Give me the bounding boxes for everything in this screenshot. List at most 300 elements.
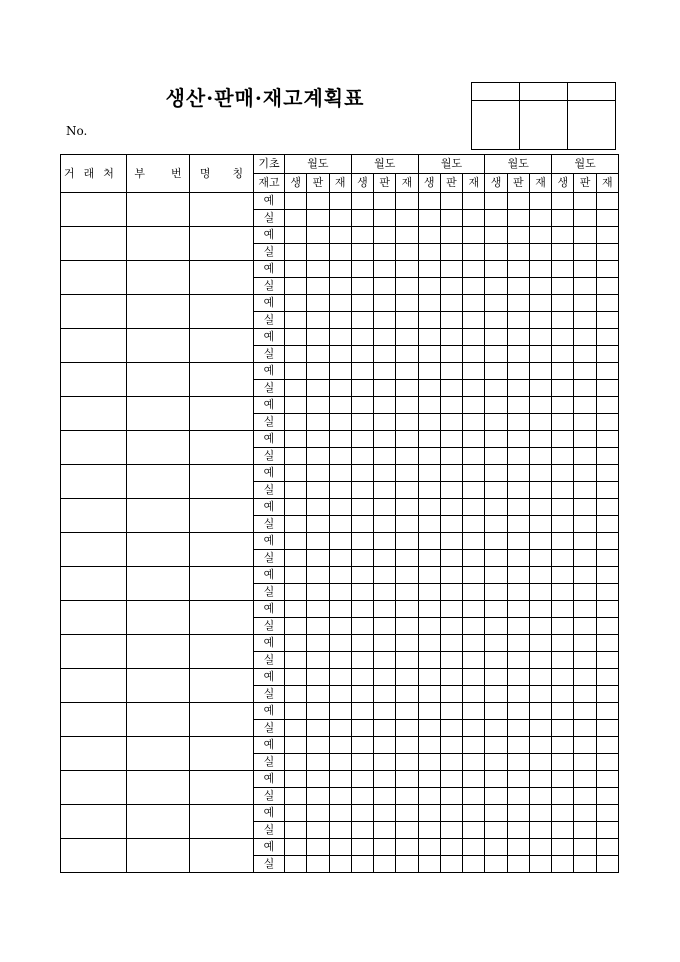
value-cell[interactable] [574, 210, 596, 227]
name-cell[interactable] [190, 635, 254, 669]
name-cell[interactable] [190, 499, 254, 533]
value-cell[interactable] [507, 703, 529, 720]
value-cell[interactable] [574, 652, 596, 669]
value-cell[interactable] [529, 737, 551, 754]
value-cell[interactable] [285, 618, 307, 635]
value-cell[interactable] [507, 754, 529, 771]
value-cell[interactable] [552, 737, 574, 754]
client-cell[interactable] [61, 329, 127, 363]
client-cell[interactable] [61, 703, 127, 737]
value-cell[interactable] [418, 771, 440, 788]
value-cell[interactable] [485, 771, 507, 788]
value-cell[interactable] [351, 346, 373, 363]
client-cell[interactable] [61, 839, 127, 873]
value-cell[interactable] [329, 363, 351, 380]
value-cell[interactable] [396, 193, 418, 210]
value-cell[interactable] [552, 244, 574, 261]
client-cell[interactable] [61, 363, 127, 397]
value-cell[interactable] [574, 380, 596, 397]
client-cell[interactable] [61, 771, 127, 805]
value-cell[interactable] [552, 397, 574, 414]
value-cell[interactable] [285, 567, 307, 584]
value-cell[interactable] [507, 618, 529, 635]
value-cell[interactable] [463, 329, 485, 346]
value-cell[interactable] [463, 856, 485, 873]
client-cell[interactable] [61, 261, 127, 295]
value-cell[interactable] [374, 584, 396, 601]
value-cell[interactable] [418, 261, 440, 278]
value-cell[interactable] [552, 448, 574, 465]
value-cell[interactable] [396, 567, 418, 584]
value-cell[interactable] [440, 839, 462, 856]
value-cell[interactable] [552, 822, 574, 839]
value-cell[interactable] [307, 584, 329, 601]
value-cell[interactable] [307, 720, 329, 737]
value-cell[interactable] [351, 839, 373, 856]
value-cell[interactable] [396, 312, 418, 329]
value-cell[interactable] [418, 397, 440, 414]
value-cell[interactable] [529, 312, 551, 329]
value-cell[interactable] [329, 414, 351, 431]
value-cell[interactable] [574, 737, 596, 754]
value-cell[interactable] [440, 754, 462, 771]
value-cell[interactable] [396, 499, 418, 516]
value-cell[interactable] [507, 839, 529, 856]
value-cell[interactable] [485, 788, 507, 805]
value-cell[interactable] [507, 601, 529, 618]
value-cell[interactable] [596, 567, 618, 584]
value-cell[interactable] [396, 737, 418, 754]
value-cell[interactable] [440, 312, 462, 329]
value-cell[interactable] [396, 754, 418, 771]
value-cell[interactable] [463, 720, 485, 737]
value-cell[interactable] [440, 856, 462, 873]
value-cell[interactable] [552, 856, 574, 873]
value-cell[interactable] [552, 414, 574, 431]
value-cell[interactable] [529, 618, 551, 635]
value-cell[interactable] [529, 482, 551, 499]
value-cell[interactable] [485, 720, 507, 737]
value-cell[interactable] [485, 567, 507, 584]
value-cell[interactable] [507, 261, 529, 278]
value-cell[interactable] [396, 431, 418, 448]
value-cell[interactable] [507, 584, 529, 601]
value-cell[interactable] [396, 669, 418, 686]
value-cell[interactable] [396, 448, 418, 465]
value-cell[interactable] [507, 499, 529, 516]
value-cell[interactable] [307, 312, 329, 329]
value-cell[interactable] [552, 329, 574, 346]
client-cell[interactable] [61, 397, 127, 431]
value-cell[interactable] [374, 295, 396, 312]
value-cell[interactable] [463, 788, 485, 805]
value-cell[interactable] [529, 669, 551, 686]
value-cell[interactable] [285, 278, 307, 295]
value-cell[interactable] [396, 397, 418, 414]
value-cell[interactable] [307, 703, 329, 720]
value-cell[interactable] [485, 397, 507, 414]
value-cell[interactable] [463, 805, 485, 822]
value-cell[interactable] [285, 448, 307, 465]
value-cell[interactable] [596, 754, 618, 771]
value-cell[interactable] [329, 754, 351, 771]
value-cell[interactable] [329, 261, 351, 278]
value-cell[interactable] [552, 465, 574, 482]
value-cell[interactable] [596, 788, 618, 805]
value-cell[interactable] [463, 380, 485, 397]
value-cell[interactable] [307, 482, 329, 499]
value-cell[interactable] [396, 788, 418, 805]
value-cell[interactable] [463, 227, 485, 244]
value-cell[interactable] [307, 278, 329, 295]
value-cell[interactable] [440, 516, 462, 533]
value-cell[interactable] [351, 550, 373, 567]
value-cell[interactable] [596, 771, 618, 788]
part-number-cell[interactable] [127, 499, 190, 533]
value-cell[interactable] [329, 210, 351, 227]
value-cell[interactable] [351, 499, 373, 516]
value-cell[interactable] [552, 788, 574, 805]
value-cell[interactable] [552, 720, 574, 737]
value-cell[interactable] [307, 516, 329, 533]
name-cell[interactable] [190, 465, 254, 499]
value-cell[interactable] [351, 771, 373, 788]
part-number-cell[interactable] [127, 771, 190, 805]
client-cell[interactable] [61, 499, 127, 533]
value-cell[interactable] [418, 295, 440, 312]
value-cell[interactable] [507, 788, 529, 805]
value-cell[interactable] [307, 346, 329, 363]
value-cell[interactable] [529, 397, 551, 414]
value-cell[interactable] [418, 533, 440, 550]
value-cell[interactable] [418, 635, 440, 652]
value-cell[interactable] [307, 822, 329, 839]
name-cell[interactable] [190, 193, 254, 227]
value-cell[interactable] [351, 669, 373, 686]
value-cell[interactable] [507, 652, 529, 669]
value-cell[interactable] [285, 805, 307, 822]
value-cell[interactable] [440, 737, 462, 754]
value-cell[interactable] [507, 346, 529, 363]
part-number-cell[interactable] [127, 431, 190, 465]
value-cell[interactable] [396, 210, 418, 227]
value-cell[interactable] [307, 686, 329, 703]
value-cell[interactable] [507, 686, 529, 703]
value-cell[interactable] [552, 278, 574, 295]
value-cell[interactable] [307, 210, 329, 227]
value-cell[interactable] [374, 448, 396, 465]
value-cell[interactable] [552, 193, 574, 210]
value-cell[interactable] [440, 261, 462, 278]
value-cell[interactable] [485, 839, 507, 856]
value-cell[interactable] [552, 618, 574, 635]
value-cell[interactable] [396, 227, 418, 244]
value-cell[interactable] [418, 329, 440, 346]
value-cell[interactable] [596, 278, 618, 295]
value-cell[interactable] [396, 822, 418, 839]
value-cell[interactable] [507, 295, 529, 312]
value-cell[interactable] [485, 193, 507, 210]
value-cell[interactable] [307, 193, 329, 210]
value-cell[interactable] [485, 261, 507, 278]
value-cell[interactable] [374, 278, 396, 295]
value-cell[interactable] [374, 346, 396, 363]
value-cell[interactable] [485, 669, 507, 686]
value-cell[interactable] [485, 703, 507, 720]
name-cell[interactable] [190, 431, 254, 465]
name-cell[interactable] [190, 533, 254, 567]
name-cell[interactable] [190, 805, 254, 839]
value-cell[interactable] [596, 414, 618, 431]
value-cell[interactable] [596, 856, 618, 873]
value-cell[interactable] [485, 278, 507, 295]
value-cell[interactable] [329, 533, 351, 550]
value-cell[interactable] [285, 601, 307, 618]
value-cell[interactable] [396, 261, 418, 278]
value-cell[interactable] [463, 482, 485, 499]
value-cell[interactable] [485, 822, 507, 839]
value-cell[interactable] [507, 227, 529, 244]
value-cell[interactable] [596, 329, 618, 346]
value-cell[interactable] [396, 856, 418, 873]
value-cell[interactable] [418, 856, 440, 873]
value-cell[interactable] [374, 499, 396, 516]
value-cell[interactable] [418, 788, 440, 805]
value-cell[interactable] [396, 465, 418, 482]
value-cell[interactable] [440, 397, 462, 414]
value-cell[interactable] [351, 329, 373, 346]
value-cell[interactable] [396, 329, 418, 346]
value-cell[interactable] [552, 771, 574, 788]
value-cell[interactable] [529, 499, 551, 516]
value-cell[interactable] [485, 346, 507, 363]
value-cell[interactable] [574, 346, 596, 363]
client-cell[interactable] [61, 805, 127, 839]
value-cell[interactable] [307, 618, 329, 635]
value-cell[interactable] [463, 550, 485, 567]
value-cell[interactable] [596, 584, 618, 601]
value-cell[interactable] [596, 210, 618, 227]
value-cell[interactable] [529, 227, 551, 244]
name-cell[interactable] [190, 329, 254, 363]
value-cell[interactable] [285, 737, 307, 754]
value-cell[interactable] [485, 584, 507, 601]
value-cell[interactable] [329, 720, 351, 737]
value-cell[interactable] [440, 363, 462, 380]
value-cell[interactable] [351, 227, 373, 244]
value-cell[interactable] [507, 516, 529, 533]
value-cell[interactable] [329, 295, 351, 312]
value-cell[interactable] [396, 720, 418, 737]
value-cell[interactable] [285, 210, 307, 227]
value-cell[interactable] [418, 737, 440, 754]
value-cell[interactable] [329, 567, 351, 584]
value-cell[interactable] [596, 618, 618, 635]
value-cell[interactable] [329, 601, 351, 618]
value-cell[interactable] [307, 635, 329, 652]
value-cell[interactable] [485, 210, 507, 227]
value-cell[interactable] [574, 244, 596, 261]
value-cell[interactable] [485, 244, 507, 261]
value-cell[interactable] [374, 550, 396, 567]
value-cell[interactable] [507, 397, 529, 414]
name-cell[interactable] [190, 601, 254, 635]
value-cell[interactable] [596, 516, 618, 533]
value-cell[interactable] [351, 210, 373, 227]
value-cell[interactable] [574, 261, 596, 278]
value-cell[interactable] [329, 805, 351, 822]
value-cell[interactable] [351, 686, 373, 703]
value-cell[interactable] [485, 499, 507, 516]
value-cell[interactable] [529, 703, 551, 720]
value-cell[interactable] [374, 244, 396, 261]
value-cell[interactable] [596, 363, 618, 380]
value-cell[interactable] [507, 465, 529, 482]
value-cell[interactable] [418, 414, 440, 431]
value-cell[interactable] [552, 839, 574, 856]
value-cell[interactable] [463, 754, 485, 771]
value-cell[interactable] [307, 601, 329, 618]
value-cell[interactable] [418, 210, 440, 227]
value-cell[interactable] [396, 346, 418, 363]
value-cell[interactable] [351, 414, 373, 431]
value-cell[interactable] [329, 737, 351, 754]
value-cell[interactable] [374, 193, 396, 210]
value-cell[interactable] [374, 227, 396, 244]
value-cell[interactable] [285, 346, 307, 363]
value-cell[interactable] [440, 414, 462, 431]
value-cell[interactable] [552, 669, 574, 686]
value-cell[interactable] [574, 312, 596, 329]
value-cell[interactable] [463, 261, 485, 278]
value-cell[interactable] [552, 346, 574, 363]
value-cell[interactable] [374, 822, 396, 839]
value-cell[interactable] [440, 448, 462, 465]
value-cell[interactable] [396, 805, 418, 822]
value-cell[interactable] [418, 720, 440, 737]
value-cell[interactable] [285, 720, 307, 737]
value-cell[interactable] [507, 482, 529, 499]
value-cell[interactable] [485, 635, 507, 652]
value-cell[interactable] [351, 856, 373, 873]
value-cell[interactable] [374, 652, 396, 669]
value-cell[interactable] [440, 703, 462, 720]
value-cell[interactable] [374, 703, 396, 720]
value-cell[interactable] [351, 822, 373, 839]
value-cell[interactable] [596, 482, 618, 499]
value-cell[interactable] [351, 805, 373, 822]
value-cell[interactable] [329, 635, 351, 652]
name-cell[interactable] [190, 295, 254, 329]
value-cell[interactable] [529, 567, 551, 584]
value-cell[interactable] [351, 635, 373, 652]
value-cell[interactable] [596, 550, 618, 567]
value-cell[interactable] [529, 771, 551, 788]
value-cell[interactable] [374, 737, 396, 754]
value-cell[interactable] [574, 516, 596, 533]
value-cell[interactable] [440, 601, 462, 618]
value-cell[interactable] [440, 482, 462, 499]
value-cell[interactable] [440, 346, 462, 363]
value-cell[interactable] [351, 618, 373, 635]
value-cell[interactable] [552, 635, 574, 652]
value-cell[interactable] [463, 652, 485, 669]
part-number-cell[interactable] [127, 465, 190, 499]
value-cell[interactable] [507, 771, 529, 788]
value-cell[interactable] [285, 261, 307, 278]
value-cell[interactable] [485, 533, 507, 550]
value-cell[interactable] [440, 329, 462, 346]
value-cell[interactable] [351, 448, 373, 465]
value-cell[interactable] [351, 601, 373, 618]
value-cell[interactable] [574, 839, 596, 856]
value-cell[interactable] [507, 193, 529, 210]
value-cell[interactable] [552, 686, 574, 703]
value-cell[interactable] [396, 295, 418, 312]
value-cell[interactable] [529, 839, 551, 856]
value-cell[interactable] [418, 822, 440, 839]
name-cell[interactable] [190, 669, 254, 703]
value-cell[interactable] [552, 261, 574, 278]
value-cell[interactable] [351, 363, 373, 380]
value-cell[interactable] [463, 244, 485, 261]
value-cell[interactable] [285, 295, 307, 312]
value-cell[interactable] [329, 312, 351, 329]
value-cell[interactable] [418, 499, 440, 516]
value-cell[interactable] [418, 227, 440, 244]
value-cell[interactable] [396, 244, 418, 261]
value-cell[interactable] [529, 635, 551, 652]
value-cell[interactable] [529, 550, 551, 567]
value-cell[interactable] [529, 414, 551, 431]
value-cell[interactable] [285, 227, 307, 244]
value-cell[interactable] [440, 652, 462, 669]
value-cell[interactable] [307, 499, 329, 516]
value-cell[interactable] [485, 601, 507, 618]
value-cell[interactable] [285, 380, 307, 397]
value-cell[interactable] [440, 227, 462, 244]
part-number-cell[interactable] [127, 601, 190, 635]
value-cell[interactable] [418, 244, 440, 261]
value-cell[interactable] [351, 244, 373, 261]
value-cell[interactable] [307, 380, 329, 397]
value-cell[interactable] [307, 261, 329, 278]
value-cell[interactable] [307, 550, 329, 567]
value-cell[interactable] [529, 805, 551, 822]
value-cell[interactable] [374, 567, 396, 584]
value-cell[interactable] [463, 431, 485, 448]
value-cell[interactable] [574, 363, 596, 380]
part-number-cell[interactable] [127, 363, 190, 397]
value-cell[interactable] [507, 278, 529, 295]
value-cell[interactable] [440, 584, 462, 601]
value-cell[interactable] [529, 856, 551, 873]
value-cell[interactable] [418, 550, 440, 567]
value-cell[interactable] [485, 856, 507, 873]
value-cell[interactable] [529, 652, 551, 669]
value-cell[interactable] [351, 465, 373, 482]
value-cell[interactable] [574, 635, 596, 652]
value-cell[interactable] [529, 244, 551, 261]
value-cell[interactable] [329, 822, 351, 839]
value-cell[interactable] [574, 431, 596, 448]
client-cell[interactable] [61, 431, 127, 465]
value-cell[interactable] [418, 584, 440, 601]
value-cell[interactable] [463, 686, 485, 703]
client-cell[interactable] [61, 601, 127, 635]
value-cell[interactable] [440, 788, 462, 805]
value-cell[interactable] [307, 533, 329, 550]
